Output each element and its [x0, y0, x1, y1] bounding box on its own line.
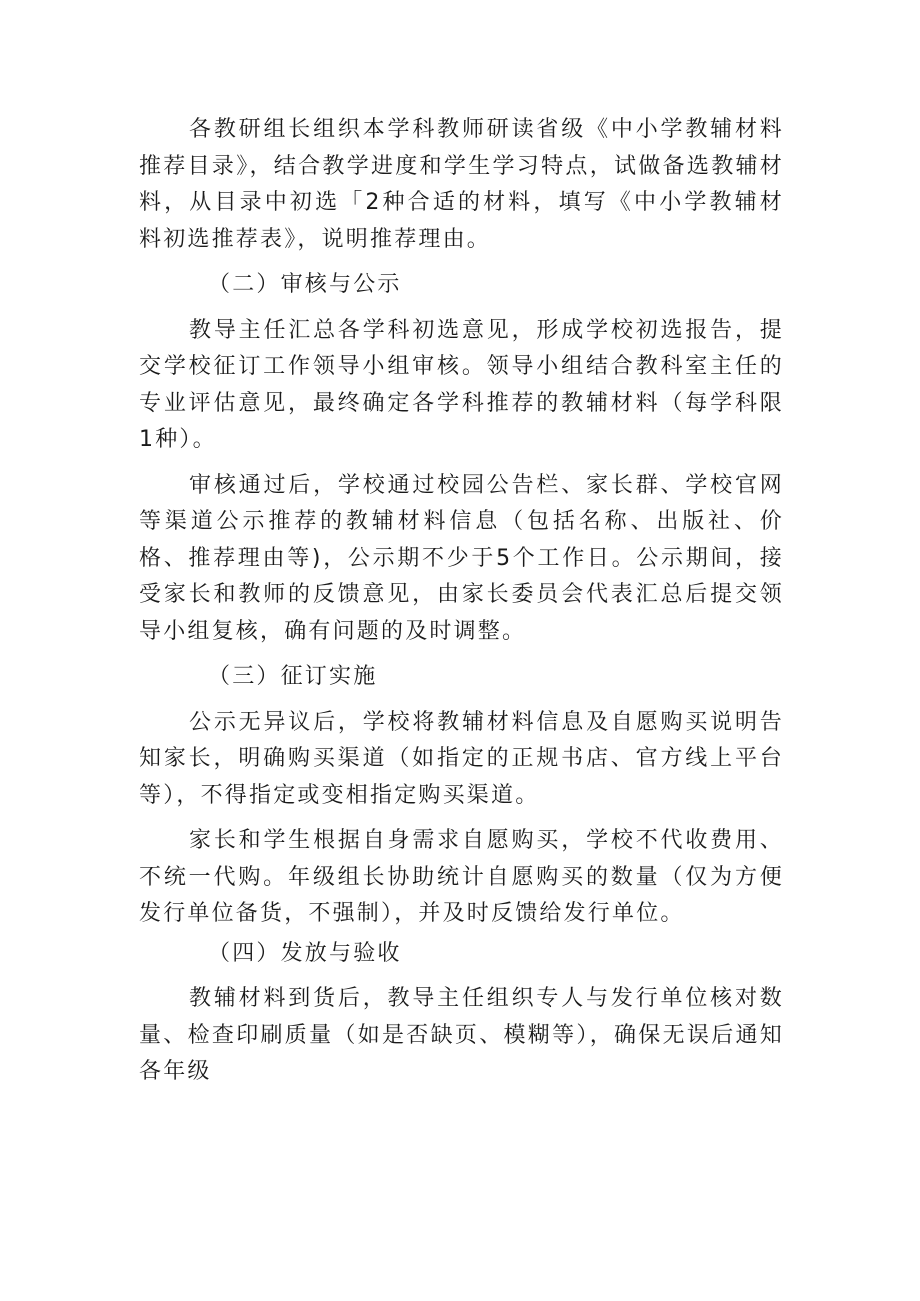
paragraph-selection-process: 各教研组长组织本学科教师研读省级《中小学教辅材料推荐目录》，结合教学进度和学生学习特点，试做备选教辅材料，从目录中初选「2种合适的材料，填写《中小学教辅材料初选推荐表》，说明推荐理由。: [139, 117, 784, 252]
section-heading-ordering: （三）征订实施: [208, 664, 378, 689]
paragraph-acceptance-check: 教辅材料到货后，教导主任组织专人与发行单位核对数量、检查印刷质量（如是否缺页、模糊等），确保无误后通知各年级: [139, 986, 784, 1084]
paragraph-review-summary: 教导主任汇总各学科初选意见，形成学校初选报告，提交学校征订工作领导小组审核。领导小组结合教科室主任的专业评估意见，最终确定各学科推荐的教辅材料（每学科限1种）。: [139, 317, 784, 452]
paragraph-voluntary-purchase: 家长和学生根据自身需求自愿购买，学校不代收费用、不统一代购。年级组长协助统计自愿购买的数量（仅为方便发行单位备货，不强制），并及时反馈给发行单位。: [139, 828, 784, 926]
section-heading-distribution: （四）发放与验收: [208, 940, 402, 966]
section-heading-review: （二）审核与公示: [208, 272, 402, 297]
paragraph-purchase-notice: 公示无异议后，学校将教辅材料信息及自愿购买说明告知家长，明确购买渠道（如指定的正规书店、官方线上平台等），不得指定或变相指定购买渠道。: [139, 709, 784, 808]
paragraph-public-notice: 审核通过后，学校通过校园公告栏、家长群、学校官网等渠道公示推荐的教辅材料信息（包括名称、出版社、价格、推荐理由等)，公示期不少于5个工作日。公示期间，接受家长和教师的反馈意见，由家长委员会代表汇总后提交领导小组复核，确有问题的及时调整。: [139, 472, 784, 644]
